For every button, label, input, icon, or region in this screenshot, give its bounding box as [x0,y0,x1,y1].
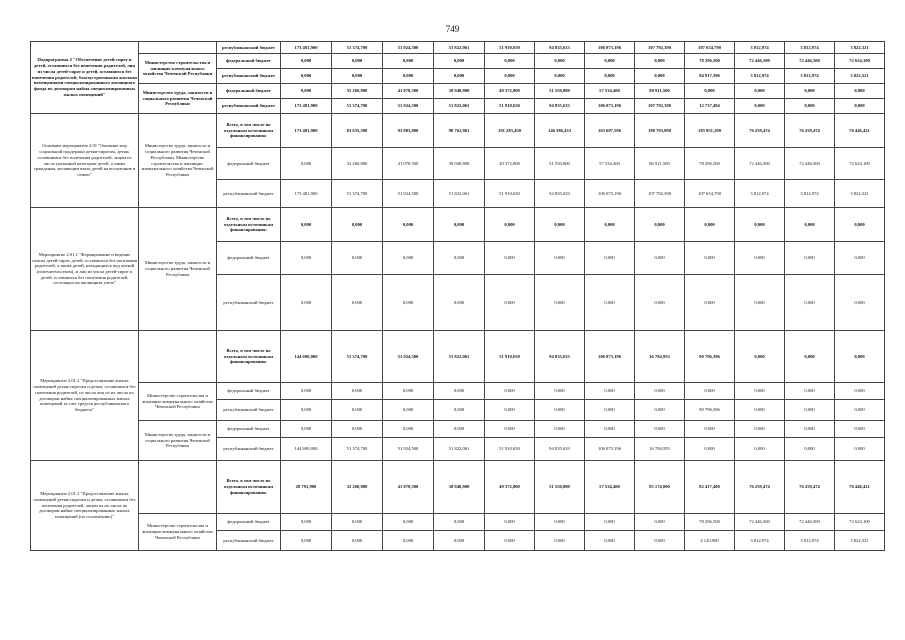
value-cell: 0,000 [281,514,332,531]
value-cell: 51 374,700 [332,331,383,383]
value-cell: 90 796,396 [685,400,735,421]
value-cell: 107 654,790 [685,42,735,54]
value-cell: 32 260,800 [332,461,383,514]
value-cell: 0,000 [635,275,685,331]
value-cell: 51 550,800 [535,461,585,514]
value-cell: 49 372,800 [485,461,535,514]
value-cell: 0,000 [485,275,535,331]
value-cell: 107 654,790 [685,180,735,208]
value-cell: 72 446,500 [785,148,835,180]
value-cell: 38 940,800 [434,461,485,514]
value-cell: 41 078,500 [383,84,434,99]
value-cell: 0,000 [332,275,383,331]
value-cell: 0,000 [332,69,383,84]
value-cell: 0,000 [434,208,485,242]
value-cell: 0,000 [635,383,685,400]
value-cell: 0,000 [585,531,635,551]
executor-cell [139,461,217,514]
table-row [31,42,885,54]
value-cell: 0,000 [635,242,685,275]
value-cell: 188 703,890 [635,114,685,148]
value-cell: 0,000 [485,208,535,242]
value-cell: 0,000 [735,438,785,461]
value-cell: 3 822,321 [835,531,885,551]
budget-table [30,41,885,551]
value-cell: 0,000 [485,400,535,421]
value-cell: 51 910,650 [485,331,535,383]
value-cell: 0,000 [332,54,383,69]
value-cell: 0,000 [635,69,685,84]
funding-source-cell: республиканский бюджет [217,531,281,551]
funding-source-cell: республиканский бюджет [217,69,281,84]
value-cell: 0,000 [485,514,535,531]
value-cell: 0,000 [485,54,535,69]
value-cell: 57 534,400 [585,148,635,180]
value-cell: 28 791,900 [281,461,332,514]
value-cell: 51 822,061 [434,99,485,114]
value-cell: 80 911,500 [635,148,685,180]
value-cell: 107 792,390 [635,99,685,114]
value-cell: 0,000 [332,421,383,438]
funding-source-cell: федеральный бюджет [217,242,281,275]
value-cell: 0,000 [635,208,685,242]
value-cell: 106 073,196 [585,42,635,54]
value-cell: 0,000 [281,148,332,180]
value-cell: 0,000 [585,69,635,84]
value-cell: 0,000 [585,242,635,275]
executor-cell: Министерство строительства и жилищно-коммунального хозяйства Чеченской Республики [139,383,217,421]
value-cell: 51 822,061 [434,331,485,383]
value-cell: 0,000 [835,275,885,331]
value-cell: 173 481,900 [281,180,332,208]
table-row [31,514,885,531]
value-cell: 82 417,400 [685,461,735,514]
value-cell: 0,000 [535,208,585,242]
value-cell: 72 446,500 [735,514,785,531]
value-cell: 0,000 [835,421,885,438]
value-cell: 3 812,974 [735,180,785,208]
value-cell: 3 812,974 [735,69,785,84]
value-cell: 57 534,400 [585,461,635,514]
value-cell: 0,000 [585,208,635,242]
funding-source-cell: республиканский бюджет [217,180,281,208]
value-cell: 0,000 [383,69,434,84]
value-cell: 0,000 [383,275,434,331]
value-cell: 85 174,000 [635,461,685,514]
value-cell: 0,000 [585,400,635,421]
value-cell: 16 784,955 [635,438,685,461]
value-cell: 0,000 [785,383,835,400]
value-cell: 0,000 [585,514,635,531]
executor-cell: Министерство труда, занятости и социального развития Чеченской Республики [139,208,217,331]
value-cell: 0,000 [434,421,485,438]
value-cell: 0,000 [785,331,835,383]
value-cell: 0,000 [535,383,585,400]
value-cell: 0,000 [332,514,383,531]
value-cell: 78 296,500 [685,148,735,180]
value-cell: 90 762,861 [434,114,485,148]
value-cell: 0,000 [835,400,885,421]
value-cell: 0,000 [281,69,332,84]
value-cell: 3 812,974 [785,42,835,54]
value-cell: 0,000 [434,275,485,331]
value-cell: 0,000 [735,242,785,275]
value-cell: 51 550,800 [535,148,585,180]
value-cell: 51 374,700 [332,99,383,114]
value-cell: 0,000 [685,275,735,331]
value-cell: 0,000 [281,84,332,99]
table-row [31,54,885,69]
value-cell: 0,000 [785,208,835,242]
value-cell: 0,000 [535,275,585,331]
value-cell: 0,000 [332,242,383,275]
value-cell: 0,000 [383,383,434,400]
value-cell: 16 784,955 [635,331,685,383]
value-cell: 38 940,800 [434,84,485,99]
program-cell: Мероприятие 2.01.2 "Предоставление жилых помещений детям-сиротам и детям, оставшимся без попечения родителей, лицам из их числа по договорам найма специализированных жилых помещений (по соглашению)" [31,461,139,551]
value-cell: 0,000 [785,242,835,275]
value-cell: 0,000 [281,208,332,242]
funding-source-cell: Всего, в том числе по отдельным источникам финансирования: [217,461,281,514]
program-cell: Подпрограмма 2 "Обеспечение детей-сирот и детей, оставшихся без попечения родителей, лиц из числа детей-сирот и детей, оставшихся без попечения родителей, благоустроенными жилыми помещениями специализированного жилищного фонда по договорам найма специализированных жилых помещений" [31,42,139,114]
program-cell: Мероприятие 2.01.1 "Формирование и ведение списка детей-сирот, детей, оставшихся без попечения родителей, а также детей, находящихся под опекой (попечительством), и лиц из числа детей-сирот и детей, оставшихся без попечения родителей, состоящих на жилищном учете" [31,208,139,331]
executor-cell: Министерство труда, занятости и социального развития Чеченской Республики [139,421,217,461]
value-cell: 51 924,500 [383,331,434,383]
value-cell: 72 446,500 [785,54,835,69]
value-cell: 0,000 [535,514,585,531]
value-cell: 78 296,500 [685,514,735,531]
value-cell: 0,000 [635,400,685,421]
value-cell: 0,000 [332,208,383,242]
value-cell: 72 446,500 [735,54,785,69]
executor-cell: Министерство строительства и жилищно-коммунального хозяйства Чеченской Республики [139,514,217,551]
value-cell: 0,000 [535,421,585,438]
value-cell: 0,000 [434,514,485,531]
funding-source-cell: федеральный бюджет [217,148,281,180]
value-cell: 173 481,900 [281,114,332,148]
funding-source-cell: федеральный бюджет [217,383,281,400]
value-cell: 4 120,900 [685,531,735,551]
value-cell: 0,000 [685,208,735,242]
value-cell: 0,000 [383,421,434,438]
value-cell: 0,000 [535,242,585,275]
value-cell: 51 924,500 [383,180,434,208]
value-cell: 51 910,650 [485,438,535,461]
value-cell: 0,000 [685,438,735,461]
table-row [31,383,885,400]
executor-cell [139,331,217,383]
value-cell: 0,000 [434,400,485,421]
value-cell: 0,000 [835,208,885,242]
value-cell: 0,000 [332,531,383,551]
value-cell: 51 550,800 [535,84,585,99]
value-cell: 0,000 [281,54,332,69]
value-cell: 185 951,290 [685,114,735,148]
value-cell: 94 835,633 [535,180,585,208]
table-row [31,331,885,383]
value-cell: 0,000 [685,383,735,400]
value-cell: 0,000 [281,421,332,438]
value-cell: 90 796,396 [685,331,735,383]
value-cell: 0,000 [585,421,635,438]
funding-source-cell: федеральный бюджет [217,514,281,531]
value-cell: 51 910,650 [485,180,535,208]
value-cell: 0,000 [535,69,585,84]
value-cell: 0,000 [635,54,685,69]
table-body [31,42,885,551]
value-cell: 72 624,100 [835,514,885,531]
value-cell: 0,000 [332,383,383,400]
value-cell: 76 259,474 [785,461,835,514]
value-cell: 49 372,800 [485,84,535,99]
value-cell: 41 078,500 [383,461,434,514]
value-cell: 51 910,650 [485,99,535,114]
value-cell: 3 822,321 [835,180,885,208]
value-cell: 12 737,494 [685,99,735,114]
value-cell: 94 917,396 [685,69,735,84]
page-number: 749 [445,24,460,34]
value-cell: 3 812,974 [735,42,785,54]
value-cell: 76 446,421 [835,114,885,148]
value-cell: 94 835,633 [535,438,585,461]
value-cell: 0,000 [785,275,835,331]
value-cell: 0,000 [434,383,485,400]
value-cell: 0,000 [785,421,835,438]
value-cell: 0,000 [735,400,785,421]
value-cell: 107 792,390 [635,42,685,54]
value-cell: 144 690,000 [281,331,332,383]
program-cell: Мероприятие 2.01.2 "Предоставление жилых помещений детям-сиротам и детям, оставшимся без попечения родителей, из числа лиц из их числа по договорам найма специализированных жилых помещений за счет средств республиканского бюджета" [31,331,139,461]
value-cell: 72 446,500 [735,148,785,180]
value-cell: 101 283,450 [485,114,535,148]
executor-cell: Министерство труда, занятости и социального развития Чеченской Республики [139,84,217,114]
value-cell: 107 792,390 [635,180,685,208]
value-cell: 38 940,800 [434,148,485,180]
value-cell: 80 911,500 [635,84,685,99]
value-cell: 41 078,500 [383,148,434,180]
executor-cell: Министерство строительства и жилищно-коммунального хозяйства Чеченской Республики [139,54,217,84]
value-cell: 0,000 [735,208,785,242]
value-cell: 51 374,700 [332,42,383,54]
value-cell: 83 635,500 [332,114,383,148]
funding-source-cell: федеральный бюджет [217,54,281,69]
funding-source-cell: республиканский бюджет [217,438,281,461]
value-cell: 51 822,061 [434,180,485,208]
value-cell: 51 924,500 [383,99,434,114]
value-cell: 0,000 [535,531,585,551]
value-cell: 0,000 [735,99,785,114]
value-cell: 3 822,321 [835,42,885,54]
value-cell: 0,000 [383,531,434,551]
value-cell: 51 374,700 [332,438,383,461]
value-cell: 0,000 [835,438,885,461]
value-cell: 0,000 [835,331,885,383]
value-cell: 0,000 [332,400,383,421]
value-cell: 0,000 [735,331,785,383]
value-cell: 0,000 [785,84,835,99]
value-cell: 94 835,633 [535,99,585,114]
value-cell: 76 259,474 [735,114,785,148]
value-cell: 0,000 [281,383,332,400]
value-cell: 173 481,900 [281,99,332,114]
table-row [31,208,885,242]
value-cell: 0,000 [485,421,535,438]
value-cell: 3 822,321 [835,69,885,84]
value-cell: 0,000 [585,275,635,331]
value-cell: 146 386,433 [535,114,585,148]
value-cell: 0,000 [585,383,635,400]
value-cell: 144 690,000 [281,438,332,461]
value-cell: 0,000 [485,531,535,551]
value-cell: 3 812,974 [735,531,785,551]
value-cell: 0,000 [281,531,332,551]
value-cell: 0,000 [383,242,434,275]
value-cell: 94 835,633 [535,331,585,383]
value-cell: 0,000 [281,275,332,331]
value-cell: 76 259,474 [735,461,785,514]
value-cell: 76 446,421 [835,461,885,514]
value-cell: 106 073,196 [585,99,635,114]
value-cell: 0,000 [685,84,735,99]
value-cell: 163 607,596 [585,114,635,148]
executor-cell: Министерство труда, занятости и социального развития Чеченской Республики, Министерство строительства и жилищно-коммунального хозяйства Чеченской Республики [139,114,217,208]
table-row [31,461,885,514]
value-cell: 49 372,800 [485,148,535,180]
value-cell: 94 835,633 [535,42,585,54]
value-cell: 0,000 [735,421,785,438]
value-cell: 0,000 [535,400,585,421]
value-cell: 72 446,500 [785,514,835,531]
value-cell: 0,000 [635,531,685,551]
value-cell: 0,000 [835,383,885,400]
value-cell: 106 073,196 [585,331,635,383]
value-cell: 76 259,474 [785,114,835,148]
value-cell: 0,000 [383,208,434,242]
value-cell: 0,000 [785,400,835,421]
funding-source-cell: республиканский бюджет [217,42,281,54]
value-cell: 106 073,196 [585,438,635,461]
table-row [31,114,885,148]
value-cell: 32 260,800 [332,148,383,180]
table-row [31,84,885,99]
value-cell: 0,000 [785,99,835,114]
funding-source-cell: республиканский бюджет [217,400,281,421]
funding-source-cell: республиканский бюджет [217,99,281,114]
value-cell: 0,000 [835,99,885,114]
value-cell: 57 534,400 [585,84,635,99]
value-cell: 0,000 [434,69,485,84]
value-cell: 0,000 [585,54,635,69]
value-cell: 0,000 [434,54,485,69]
value-cell: 0,000 [735,275,785,331]
funding-source-cell: Всего, в том числе по отдельным источникам финансирования: [217,208,281,242]
value-cell: 51 822,061 [434,42,485,54]
value-cell: 0,000 [383,514,434,531]
funding-source-cell: Всего, в том числе по отдельным источникам финансирования: [217,331,281,383]
value-cell: 0,000 [535,54,585,69]
value-cell: 51 924,500 [383,438,434,461]
funding-source-cell: федеральный бюджет [217,84,281,99]
value-cell: 0,000 [835,84,885,99]
value-cell: 51 910,650 [485,42,535,54]
value-cell: 0,000 [835,242,885,275]
table-row [31,421,885,438]
value-cell: 51 374,700 [332,180,383,208]
value-cell: 0,000 [685,421,735,438]
value-cell: 0,000 [383,400,434,421]
value-cell: 173 481,900 [281,42,332,54]
value-cell: 0,000 [383,54,434,69]
program-cell: Основное мероприятие 2.01 "Оказание мер социальной поддержки детям-сиротам, детям, оставшимся без попечения родителей, лицам из числа указанной категории детей, а также гражданам, желающим взять детей на воспитание в семью" [31,114,139,208]
value-cell: 0,000 [485,69,535,84]
value-cell: 51 924,500 [383,42,434,54]
value-cell: 72 624,100 [835,54,885,69]
value-cell: 0,000 [485,383,535,400]
value-cell: 0,000 [281,400,332,421]
value-cell: 78 296,500 [685,54,735,69]
funding-source-cell: федеральный бюджет [217,421,281,438]
value-cell: 0,000 [281,242,332,275]
value-cell: 93 003,000 [383,114,434,148]
value-cell: 0,000 [735,84,785,99]
value-cell: 0,000 [735,383,785,400]
value-cell: 51 822,061 [434,438,485,461]
value-cell: 3 812,974 [785,531,835,551]
value-cell: 0,000 [635,421,685,438]
value-cell: 0,000 [635,514,685,531]
value-cell: 0,000 [685,242,735,275]
value-cell: 0,000 [434,242,485,275]
value-cell: 0,000 [434,531,485,551]
funding-source-cell: республиканский бюджет [217,275,281,331]
value-cell: 0,000 [485,242,535,275]
value-cell: 106 073,196 [585,180,635,208]
funding-source-cell: Всего, в том числе по отдельным источникам финансирования: [217,114,281,148]
value-cell: 72 624,100 [835,148,885,180]
value-cell: 3 812,974 [785,69,835,84]
value-cell: 35 260,800 [332,84,383,99]
executor-cell [139,42,217,54]
value-cell: 3 812,974 [785,180,835,208]
value-cell: 0,000 [785,438,835,461]
